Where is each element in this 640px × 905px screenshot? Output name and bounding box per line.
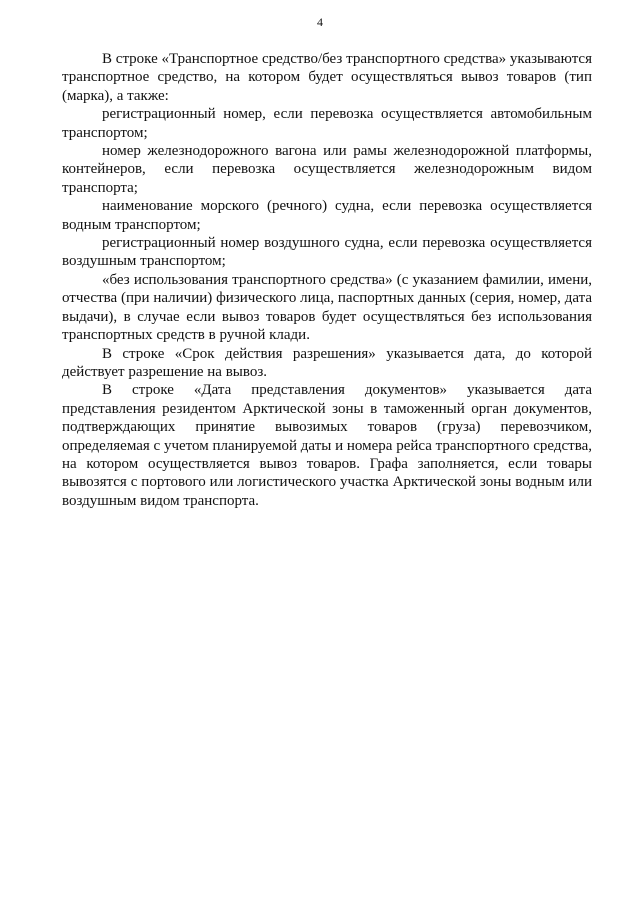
paragraph-rail-transport: номер железнодорожного вагона или рамы железнодорожной платформы, контейнеров, если перевозка осуществляется железнодорожным видом транспорта;	[62, 143, 592, 196]
paragraph-no-transport: «без использования транспортного средства» (с указанием фамилии, имени, отчества (при наличии) физического лица, паспортных данных (серия, номер, дата выдачи), в случае если вывоз товаров будет осуществляться без использования транспортных средств в ручной клади.	[62, 271, 592, 344]
paragraph-air-transport: регистрационный номер воздушного судна, если перевозка осуществляется воздушным транспортом;	[62, 235, 592, 270]
paragraph-water-transport: наименование морского (речного) судна, если перевозка осуществляется водным транспортом;	[62, 198, 592, 233]
document-body	[62, 50, 592, 510]
paragraph-permit-validity: В строке «Срок действия разрешения» указывается дата, до которой действует разрешение на вывоз.	[62, 345, 592, 380]
paragraph-submission-date: В строке «Дата представления документов» указывается дата представления резидентом Арктической зоны в таможенный орган документов, подтверждающих принятие вывозимых товаров (груза) перевозчиком, определяемая с учетом планируемой даты и номера рейса транспортного средства, на котором осуществляется вывоз товаров. Графа заполняется, если товары вывозятся с портового или логистического участка Арктической зоны водным или воздушным видом транспорта.	[62, 382, 592, 509]
paragraph-auto-transport: регистрационный номер, если перевозка осуществляется автомобильным транспортом;	[62, 106, 592, 141]
page-number: 4	[317, 15, 323, 29]
paragraph-transport-intro: В строке «Транспортное средство/без транспортного средства» указываются транспортное средство, на котором будет осуществляться вывоз товаров (тип (марка), а также:	[62, 51, 592, 104]
